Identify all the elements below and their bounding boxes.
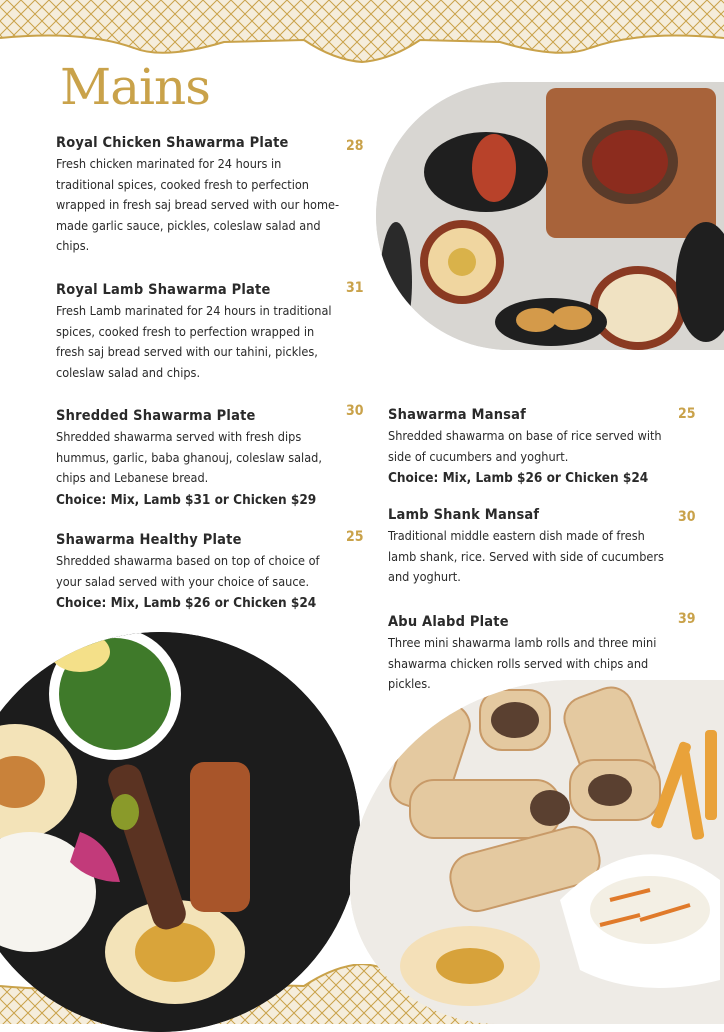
menu-item-description: Shredded shawarma on base of rice served with side of cucumbers and yoghurt. — [388, 428, 662, 464]
menu-item — [56, 530, 346, 613]
menu-item-description: Shredded shawarma based on top of choice of your salad served with your choice of sauce. — [56, 553, 320, 589]
menu-item-name: Royal Chicken Shawarma Plate — [56, 135, 289, 151]
menu-item-price: 30 — [346, 403, 364, 419]
menu-item — [56, 406, 351, 510]
menu-item — [388, 405, 678, 488]
menu-item-price: 25 — [346, 529, 364, 545]
menu-item-description: Traditional middle eastern dish made of fresh lamb shank, rice. Served with side of cucumbers and yoghurt. — [388, 528, 664, 584]
menu-item-choice: Choice: Mix, Lamb $31 or Chicken $29 — [56, 491, 317, 508]
menu-item-name: Shawarma Healthy Plate — [56, 532, 242, 548]
page-title: Mains — [60, 58, 210, 116]
menu-item-price: 25 — [678, 406, 696, 422]
menu-item-description: Three mini shawarma lamb rolls and three mini shawarma chicken rolls served with chips and pickles. — [388, 635, 657, 691]
menu-item-name: Shredded Shawarma Plate — [56, 408, 256, 424]
menu-item — [56, 133, 346, 257]
menu-item-choice: Choice: Mix, Lamb $26 or Chicken $24 — [388, 470, 649, 486]
menu-item-description: Fresh Lamb marinated for 24 hours in traditional spices, cooked fresh to perfection wrapped in fresh saj bread served with our tahini, pickles, coleslaw salad and chips. — [56, 303, 332, 380]
menu-item — [388, 612, 678, 695]
menu-item — [56, 280, 346, 383]
menu-item-name: Lamb Shank Mansaf — [388, 507, 540, 523]
menu-item-name: Abu Alabd Plate — [388, 614, 509, 630]
menu-item-description: Fresh chicken marinated for 24 hours in traditional spices, cooked fresh to perfection wrapped in fresh saj bread served with our home- made garlic sauce, pickles, coleslaw salad and chips. — [56, 156, 340, 253]
mezze-platter-photo — [376, 82, 724, 350]
menu-item-price: 39 — [678, 611, 696, 627]
menu-item-name: Royal Lamb Shawarma Plate — [56, 282, 271, 298]
shawarma-rolls-photo — [350, 680, 724, 1024]
menu-item-description: Shredded shawarma served with fresh dips hummus, garlic, baba ghanouj, coleslaw salad, chips and Lebanese bread. — [56, 429, 322, 485]
menu-item-price: 28 — [346, 138, 364, 154]
menu-item-name: Shawarma Mansaf — [388, 407, 527, 423]
menu-item — [388, 505, 678, 588]
menu-item-choice: Choice: Mix, Lamb $26 or Chicken $24 — [56, 595, 317, 611]
menu-item-price: 30 — [678, 509, 696, 525]
menu-item-price: 31 — [346, 280, 364, 296]
